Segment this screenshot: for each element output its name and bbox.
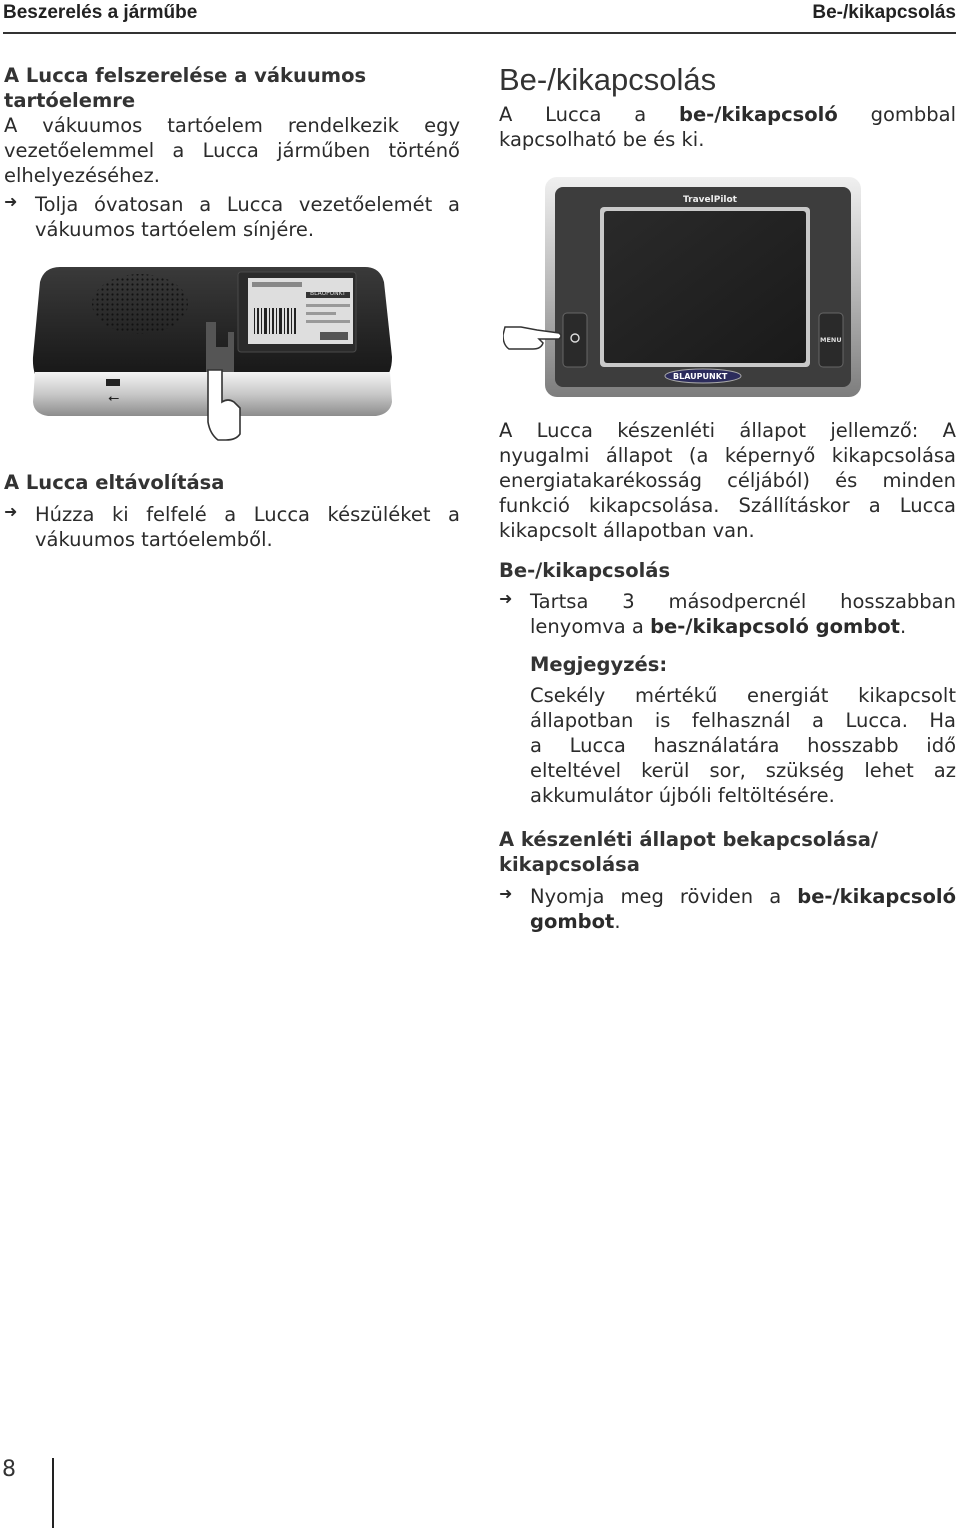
removal-title: A Lucca eltávolítása	[4, 471, 225, 494]
section-standby-toggle	[499, 827, 956, 934]
mounting-text-1: A vákuumos tartóelem rendelkezik egy	[4, 114, 460, 137]
standby-text-3: energiatakarékosság céljából) és minden	[499, 469, 956, 492]
note-title: Megjegyzés:	[530, 653, 668, 676]
section-mounting	[4, 63, 460, 242]
section-on-off	[499, 62, 956, 152]
mounting-title: A Lucca felszerelése a vákuumos tartóelemre	[4, 64, 367, 112]
standby-text-1: A Lucca készenléti állapot jellemző: A	[499, 419, 956, 442]
mounting-text-2: vezetőelemmel a Lucca járműben történő	[4, 139, 460, 162]
standby-toggle-title-2: kikapcsolása	[499, 853, 640, 876]
on-off-steps-title: Be-/kikapcsolás	[499, 559, 671, 582]
standby-toggle-bullet	[499, 884, 956, 934]
note-text-5: akkumulátor újbóli feltöltésére.	[530, 784, 835, 807]
standby-toggle-title-1: A készenléti állapot bekapcsolása/	[499, 828, 879, 851]
section-removal	[4, 470, 460, 552]
footer-rule	[52, 1458, 54, 1528]
arrow-icon: ➜	[4, 502, 18, 521]
mounting-bullet-1: Tolja óvatosan a Lucca vezetőelemét a	[35, 193, 460, 216]
standby-text-2: nyugalmi állapot (a képernyő kikapcsolása	[499, 444, 956, 467]
standby-text-4: funkció kikapcsolása. Szállításkor a Lucca	[499, 494, 956, 517]
back-brand-label: BLAUPUNKT	[310, 290, 346, 297]
on-off-intro-1: A Lucca a be-/kikapcsoló gombbal	[499, 103, 957, 126]
on-off-bullet-2: lenyomva a be-/kikapcsoló gombot.	[530, 615, 907, 638]
standby-description	[499, 418, 956, 543]
note-block	[499, 652, 956, 808]
on-off-bullet-1: Tartsa 3 másodpercnél hosszabban	[530, 590, 956, 613]
device-back-illustration	[30, 262, 400, 442]
note-text-1: Csekély mértékű energiát kikapcsolt	[530, 684, 956, 707]
standby-toggle-bullet-1: Nyomja meg röviden a be-/kikapcsoló	[530, 885, 957, 908]
usb-icon: ⭠	[108, 390, 120, 406]
device-front-illustration	[503, 175, 863, 400]
note-text-4: elteltével kerül sor, szükség lehet az	[530, 759, 956, 782]
removal-bullet	[4, 502, 460, 552]
section-on-off-steps	[499, 558, 956, 808]
mounting-bullet-2: vákuumos tartóelem sínjére.	[35, 218, 315, 241]
header-chapter: Beszerelés a járműbe	[3, 2, 198, 23]
on-off-intro-2: kapcsolható be és ki.	[499, 128, 705, 151]
standby-text-5: kikapcsolt állapotban van.	[499, 519, 755, 542]
header-rule	[3, 32, 956, 34]
header-section: Be-/kikapcsolás	[812, 2, 956, 23]
note-text-2: állapotban is felhasznál a Lucca. Ha	[530, 709, 956, 732]
note-text-3: a Lucca használatára hosszabb idő	[530, 734, 956, 757]
standby-toggle-bullet-2: gombot.	[530, 910, 621, 933]
mounting-bullet	[4, 192, 460, 242]
removal-bullet-1: Húzza ki felfelé a Lucca készüléket a	[35, 503, 460, 526]
removal-bullet-2: vákuumos tartóelemből.	[35, 528, 273, 551]
on-off-bullet	[499, 589, 956, 639]
power-button[interactable]	[563, 313, 587, 367]
front-brand-label: BLAUPUNKT	[673, 372, 728, 381]
mounting-text-3: elhelyezéséhez.	[4, 164, 160, 187]
menu-button-label: MENU	[820, 336, 842, 344]
travelpilot-logo: TravelPilot	[683, 195, 737, 205]
arrow-icon: ➜	[4, 192, 18, 211]
on-off-title: Be-/kikapcsolás	[499, 62, 717, 97]
arrow-icon: ➜	[499, 589, 513, 608]
arrow-icon: ➜	[499, 884, 513, 903]
page-number: 8	[2, 1457, 16, 1482]
